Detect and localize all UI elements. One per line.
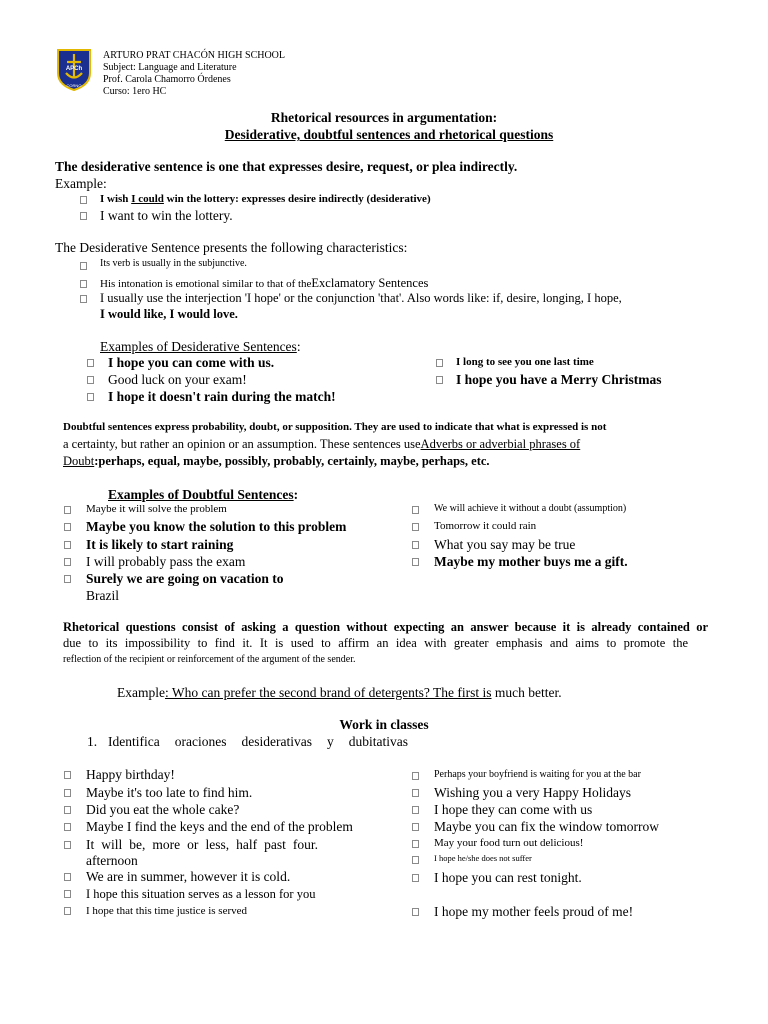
title-line-1: Rhetorical resources in argumentation: <box>270 110 498 125</box>
work-left-8: I hope that this time justice is served <box>86 905 247 917</box>
bullet-icon <box>80 280 87 288</box>
rhetorical-line-3: reflection of the recipient or reinforcement of the argument of the sender. <box>63 654 356 665</box>
desiderative-examples-heading: Examples of Desiderative Sentences: <box>100 339 301 354</box>
desiderative-example-2: I want to win the lottery. <box>100 208 233 223</box>
example-label: Example: <box>55 176 107 191</box>
desiderative-right-1: I long to see you one last time <box>456 356 594 368</box>
bullet-icon <box>412 541 419 549</box>
desiderative-left-1: I hope you can come with us. <box>108 355 275 370</box>
bullet-icon <box>64 771 71 779</box>
bullet-icon <box>80 196 87 204</box>
work-right-4: Maybe you can fix the window tomorrow <box>434 819 659 834</box>
doubtful-definition-line-2: a certainty, but rather an opinion or an assumption. These sentences useAdverbs or adverbial phrases of <box>63 437 581 451</box>
bullet-icon <box>64 841 71 849</box>
bullet-icon <box>412 874 419 882</box>
work-right-3: I hope they can come with us <box>434 802 593 817</box>
characteristics-intro: The Desiderative Sentence presents the following characteristics: <box>55 240 408 255</box>
desiderative-right-2: I hope you have a Merry Christmas <box>456 372 662 387</box>
bullet-icon <box>412 840 419 848</box>
rhetorical-line-1: Rhetorical questions consist of asking a question without expecting an answer because it is already contained or <box>63 620 708 634</box>
bullet-icon <box>80 295 87 303</box>
teacher-line: Prof. Carola Chamorro Órdenes <box>103 74 231 85</box>
school-logo <box>57 49 91 91</box>
work-right-6: I hope he/she does not suffer <box>434 853 532 863</box>
bullet-icon <box>64 789 71 797</box>
doubtful-left-6: Brazil <box>86 588 119 603</box>
work-left-2: Maybe it's too late to find him. <box>86 785 253 800</box>
characteristic-3-line-1: I usually use the interjection 'I hope' or the conjunction 'that'. Also words like: if, desire, longing, I hope, <box>100 291 622 305</box>
doubtful-left-4: I will probably pass the exam <box>86 554 246 569</box>
rhetorical-example: Example: Who can prefer the second brand of detergents? The first is much better. <box>117 685 562 700</box>
work-heading: Work in classes <box>339 717 429 732</box>
bullet-icon <box>412 823 419 831</box>
subject-line: Subject: Language and Literature <box>103 62 237 73</box>
doubtful-definition-line-1: Doubtful sentences express probability, doubt, or supposition. They are used to indicate that what is expressed is not <box>63 421 607 433</box>
doubtful-left-5: Surely we are going on vacation to <box>86 571 284 586</box>
doubtful-definition-line-3: Doubt:perhaps, equal, maybe, possibly, probably, certainly, maybe, perhaps, etc. <box>63 454 490 468</box>
work-left-5: It will be, more or less, half past four. <box>86 837 318 852</box>
task-instruction: Identifica oraciones desiderativas y dubitativas <box>108 734 408 749</box>
characteristic-3-line-2: I would like, I would love. <box>100 307 238 321</box>
doubtful-left-3: It is likely to start raining <box>86 537 234 552</box>
bullet-icon <box>412 558 419 566</box>
doubtful-right-4: Maybe my mother buys me a gift. <box>434 554 628 569</box>
school-name: ARTURO PRAT CHACÓN HIGH SCHOOL <box>103 50 286 61</box>
characteristic-2: His intonation is emotional similar to that of theExclamatory Sentences <box>100 276 429 290</box>
bullet-icon <box>412 789 419 797</box>
bullet-icon <box>80 262 87 270</box>
bullet-icon <box>64 806 71 814</box>
task-number: 1. <box>87 734 98 749</box>
bullet-icon <box>64 558 71 566</box>
bullet-icon <box>64 523 71 531</box>
work-right-7: I hope you can rest tonight. <box>434 870 582 885</box>
bullet-icon <box>412 772 419 780</box>
bullet-icon <box>64 823 71 831</box>
bullet-icon <box>436 376 443 384</box>
desiderative-definition: The desiderative sentence is one that expresses desire, request, or plea indirectly. <box>55 159 518 174</box>
work-right-5: May your food turn out delicious! <box>434 837 584 849</box>
doubtful-examples-heading: Examples of Doubtful Sentences: <box>108 487 299 502</box>
doubtful-right-2: Tomorrow it could rain <box>434 520 537 532</box>
bullet-icon <box>436 359 443 367</box>
work-right-8: I hope my mother feels proud of me! <box>434 904 634 919</box>
work-left-4: Maybe I find the keys and the end of the problem <box>86 819 353 834</box>
work-left-1: Happy birthday! <box>86 767 175 782</box>
logo-label: CORNO <box>66 83 82 88</box>
bullet-icon <box>412 856 419 864</box>
work-left-5-continuation: afternoon <box>86 853 138 868</box>
bullet-icon <box>412 806 419 814</box>
work-right-2: Wishing you a very Happy Holidays <box>434 785 632 800</box>
desiderative-left-2: Good luck on your exam! <box>108 372 247 387</box>
desiderative-left-3: I hope it doesn't rain during the match! <box>108 389 336 404</box>
bullet-icon <box>64 575 71 583</box>
doubtful-left-2: Maybe you know the solution to this problem <box>86 519 347 534</box>
work-left-7: I hope this situation serves as a lesson for you <box>86 887 316 901</box>
logo-letters: APCh <box>65 66 83 72</box>
doubtful-right-3: What you say may be true <box>434 537 576 552</box>
work-right-1: Perhaps your boyfriend is waiting for you at the bar <box>434 769 641 780</box>
work-left-6: We are in summer, however it is cold. <box>86 869 291 884</box>
desiderative-example-1: I wish I could win the lottery: expresses desire indirectly (desiderative) <box>100 193 431 205</box>
course-line: Curso: 1ero HC <box>103 86 167 97</box>
rhetorical-line-2: due to its impossibility to find it. It is used to affirm an idea with greater emphasis and aims to promote the <box>63 636 688 650</box>
doubtful-left-1: Maybe it will solve the problem <box>86 503 227 515</box>
bullet-icon <box>87 393 94 401</box>
work-left-3: Did you eat the whole cake? <box>86 802 240 817</box>
bullet-icon <box>87 376 94 384</box>
bullet-icon <box>80 212 87 220</box>
bullet-icon <box>64 541 71 549</box>
bullet-icon <box>412 523 419 531</box>
bullet-icon <box>64 506 71 514</box>
title-line-2: Desiderative, doubtful sentences and rhetorical questions <box>224 127 554 142</box>
bullet-icon <box>412 908 419 916</box>
doubtful-right-1: We will achieve it without a doubt (assumption) <box>434 503 627 514</box>
bullet-icon <box>64 907 71 915</box>
characteristic-1: Its verb is usually in the subjunctive. <box>100 258 247 269</box>
bullet-icon <box>87 359 94 367</box>
bullet-icon <box>64 890 71 898</box>
bullet-icon <box>412 506 419 514</box>
bullet-icon <box>64 873 71 881</box>
